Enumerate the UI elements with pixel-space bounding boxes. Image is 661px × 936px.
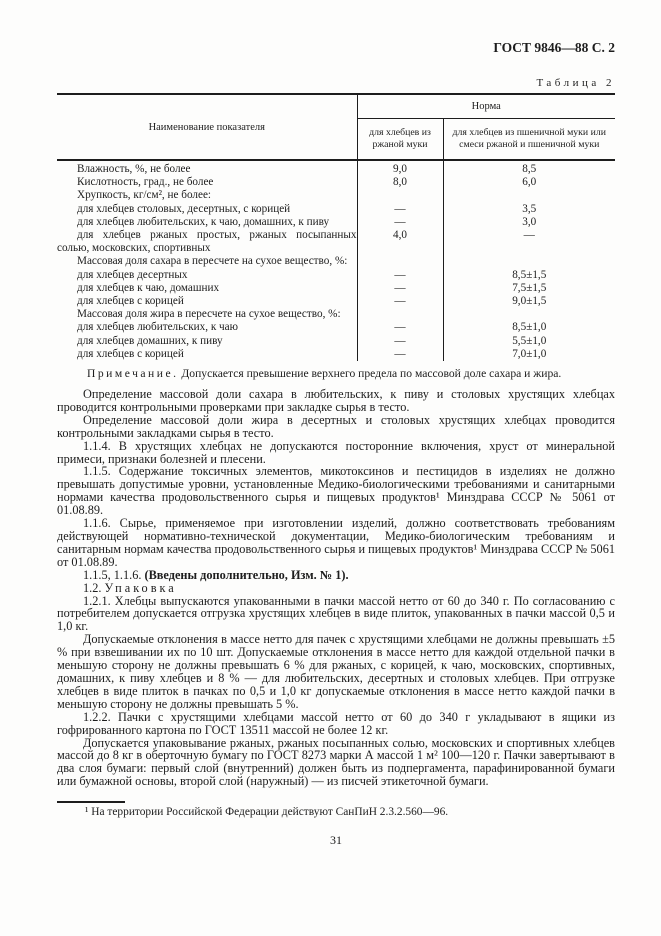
table-row	[57, 269, 615, 282]
table-row	[57, 176, 615, 189]
footnote: ¹ На территории Российской Федерации действуют СанПиН 2.3.2.560—96.	[85, 806, 449, 818]
paragraph: 1.2. Упаковка	[83, 580, 177, 595]
table-note	[57, 367, 615, 380]
table-cell: 8,5±1,0	[443, 321, 615, 334]
amendment-note-bold: (Введены дополнительно, Изм. № 1).	[144, 567, 349, 582]
table-cell: для хлебцев с корицей	[77, 295, 184, 308]
footnote-rule	[57, 801, 125, 803]
note-label: Примечание.	[87, 367, 179, 381]
table-row	[57, 282, 615, 295]
note-text: Допускается превышение верхнего предела по массовой доле сахара и жира.	[178, 367, 562, 381]
table-cell: 3,5	[443, 203, 615, 216]
table-cell: —	[357, 216, 443, 229]
table-row	[57, 335, 615, 348]
table-cell: Массовая доля жира в пересчете на сухое вещество, %:	[77, 308, 341, 321]
paragraph: 1.2.2. Пачки с хрустящими хлебцами массой нетто от 60 до 340 г укладывают в ящики из гофрированного картона по ГОСТ 13511 массой не более 12 кг.	[57, 709, 615, 737]
table-row	[57, 216, 615, 229]
table-cell: —	[357, 282, 443, 295]
table-caption: Таблица 2	[536, 77, 615, 89]
table-cell: 8,0	[357, 176, 443, 189]
table-row	[57, 348, 615, 361]
page-number: 31	[330, 833, 342, 847]
column-header-norma: Норма	[357, 94, 615, 118]
table-cell: для хлебцев столовых, десертных, с корицей	[77, 202, 291, 215]
body-paragraphs	[57, 388, 615, 788]
table-cell: 8,5	[443, 160, 615, 176]
table-cell: для хлебцев десертных	[77, 268, 188, 281]
table-cell: 9,0±1,5	[443, 295, 615, 308]
table-cell: —	[357, 295, 443, 308]
table-row	[57, 308, 615, 321]
table-row	[57, 189, 615, 202]
table-row	[57, 321, 615, 334]
table-row	[57, 255, 615, 268]
doc-header: ГОСТ 9846—88 С. 2	[493, 40, 615, 55]
table-cell: 6,0	[443, 176, 615, 189]
paragraph: 1.1.4. В хрустящих хлебцах не допускаются посторонние включения, хруст от минеральной примеси, признаки болезней и плесени.	[57, 438, 615, 466]
table-cell: —	[357, 321, 443, 334]
section-heading-spaced: Упаковка	[104, 580, 177, 595]
norms-table	[57, 93, 615, 361]
column-header-name: Наименование показателя	[57, 94, 357, 160]
table-cell: для хлебцев ржаных простых, ржаных посыпанных солью, московских, спортивных	[57, 229, 357, 255]
paragraph: 1.1.6. Сырье, применяемое при изготовлении изделий, должно соответствовать требованиям действующей нормативно-технической документации, Медико-биологическим требованиям и санитарным нормам качества продовольственного сырья и пищевых продуктов¹ Минздрава СССР № 5061 от 01.08.89.	[57, 516, 615, 569]
table-cell: для хлебцев любительских, к чаю	[77, 321, 239, 334]
column-header-wheat: для хлебцев из пшеничной муки или смеси ржаной и пшеничной муки	[443, 118, 615, 160]
paragraph: Определение массовой доли жира в десертных и столовых хрустящих хлебцах проводится контрольными закладками сырья в тесто.	[57, 412, 615, 440]
table-cell: 9,0	[357, 160, 443, 176]
table-cell: для хлебцев любительских, к чаю, домашних, к пиву	[77, 215, 330, 228]
table-row	[57, 203, 615, 216]
table-cell	[443, 189, 615, 202]
paragraph: Допускаемые отклонения в массе нетто для пачек с хрустящими хлебцами не должны превышать ±5 % при взвешивании их по 10 шт. Допускаемые отклонения в массе нетто для каждой отдельной пачки в меньшую сторону не должны превышать 6 % для ржаных, с корицей, к чаю, московских, спортивных, домашних, к пиву хлебцев и 8 % — для любительских, десертных и столовых хлебцев. При отгрузке хлебцев в виде плиток в пачках по 0,5 и 1,0 кг допускаемые отклонения в массе нетто каждой пачки в меньшую сторону не должны превышать 5 %.	[57, 632, 615, 711]
paragraph: 1.1.5, 1.1.6. (Введены дополнительно, Изм. № 1).	[83, 567, 349, 582]
table-cell	[357, 308, 443, 321]
table-cell: 3,0	[443, 216, 615, 229]
table-cell: для хлебцев домашних, к пиву	[77, 334, 223, 347]
table-cell: —	[443, 229, 615, 255]
paragraph: 1.1.5. Содержание токсичных элементов, микотоксинов и пестицидов в изделиях не должно превышать допустимые уровни, установленные Медико-биологическими требованиями и санитарными нормами качества продовольственного сырья и пищевых продуктов¹ Минздрава СССР № 5061 от 01.08.89.	[57, 464, 615, 518]
footnote-area	[57, 801, 615, 819]
table-cell: Влажность, %, не более	[77, 163, 191, 175]
norms-table-header	[57, 94, 615, 160]
paragraph: Допускается упаковывание ржаных, ржаных посыпанных солью, московских и спортивных хлебцев массой до 8 кг в оберточную бумагу по ГОСТ 8273 марки А массой 1 м² 100—120 г. Пачки завертывают в два слоя бумаги: первый слой (внутренний) должен быть из подпергамента, парафинированной бумаги или бумажной основы, второй слой (наружный) — из писчей этикеточной бумаги.	[57, 735, 615, 789]
table-cell: 7,5±1,5	[443, 282, 615, 295]
table-cell	[443, 255, 615, 268]
table-cell: —	[357, 269, 443, 282]
table-cell: Кислотность, град., не более	[77, 176, 214, 189]
paragraph: Определение массовой доли сахара в любительских, к пиву и столовых хрустящих хлебцах проводится контрольными проверками при закладке сырья в тесто.	[57, 387, 615, 414]
table-row	[57, 160, 615, 176]
table-row	[57, 229, 615, 255]
table-cell	[357, 255, 443, 268]
table-cell: 5,5±1,0	[443, 335, 615, 348]
table-cell: Массовая доля сахара в пересчете на сухое вещество, %:	[77, 255, 348, 268]
table-cell: 7,0±1,0	[443, 348, 615, 361]
paragraph: 1.2.1. Хлебцы выпускаются упакованными в пачки массой нетто от 60 до 340 г. По согласованию с потребителем допускается отгрузка хрустящих хлебцев в виде плиток, упакованных в пачки массой 0,5 и 1,0 кг.	[57, 593, 615, 634]
table-cell: Хрупкость, кг/см², не более:	[77, 189, 212, 202]
table-cell: 4,0	[357, 229, 443, 255]
table-cell: —	[357, 335, 443, 348]
table-cell: для хлебцев с корицей	[77, 347, 184, 360]
table-cell: —	[357, 348, 443, 361]
column-header-rye: для хлебцев из ржаной муки	[357, 118, 443, 160]
table-cell	[357, 189, 443, 202]
table-cell: 8,5±1,5	[443, 269, 615, 282]
table-cell: —	[357, 203, 443, 216]
norms-table-body	[57, 160, 615, 361]
table-cell	[443, 308, 615, 321]
table-row	[57, 295, 615, 308]
table-cell: для хлебцев к чаю, домашних	[77, 281, 220, 294]
